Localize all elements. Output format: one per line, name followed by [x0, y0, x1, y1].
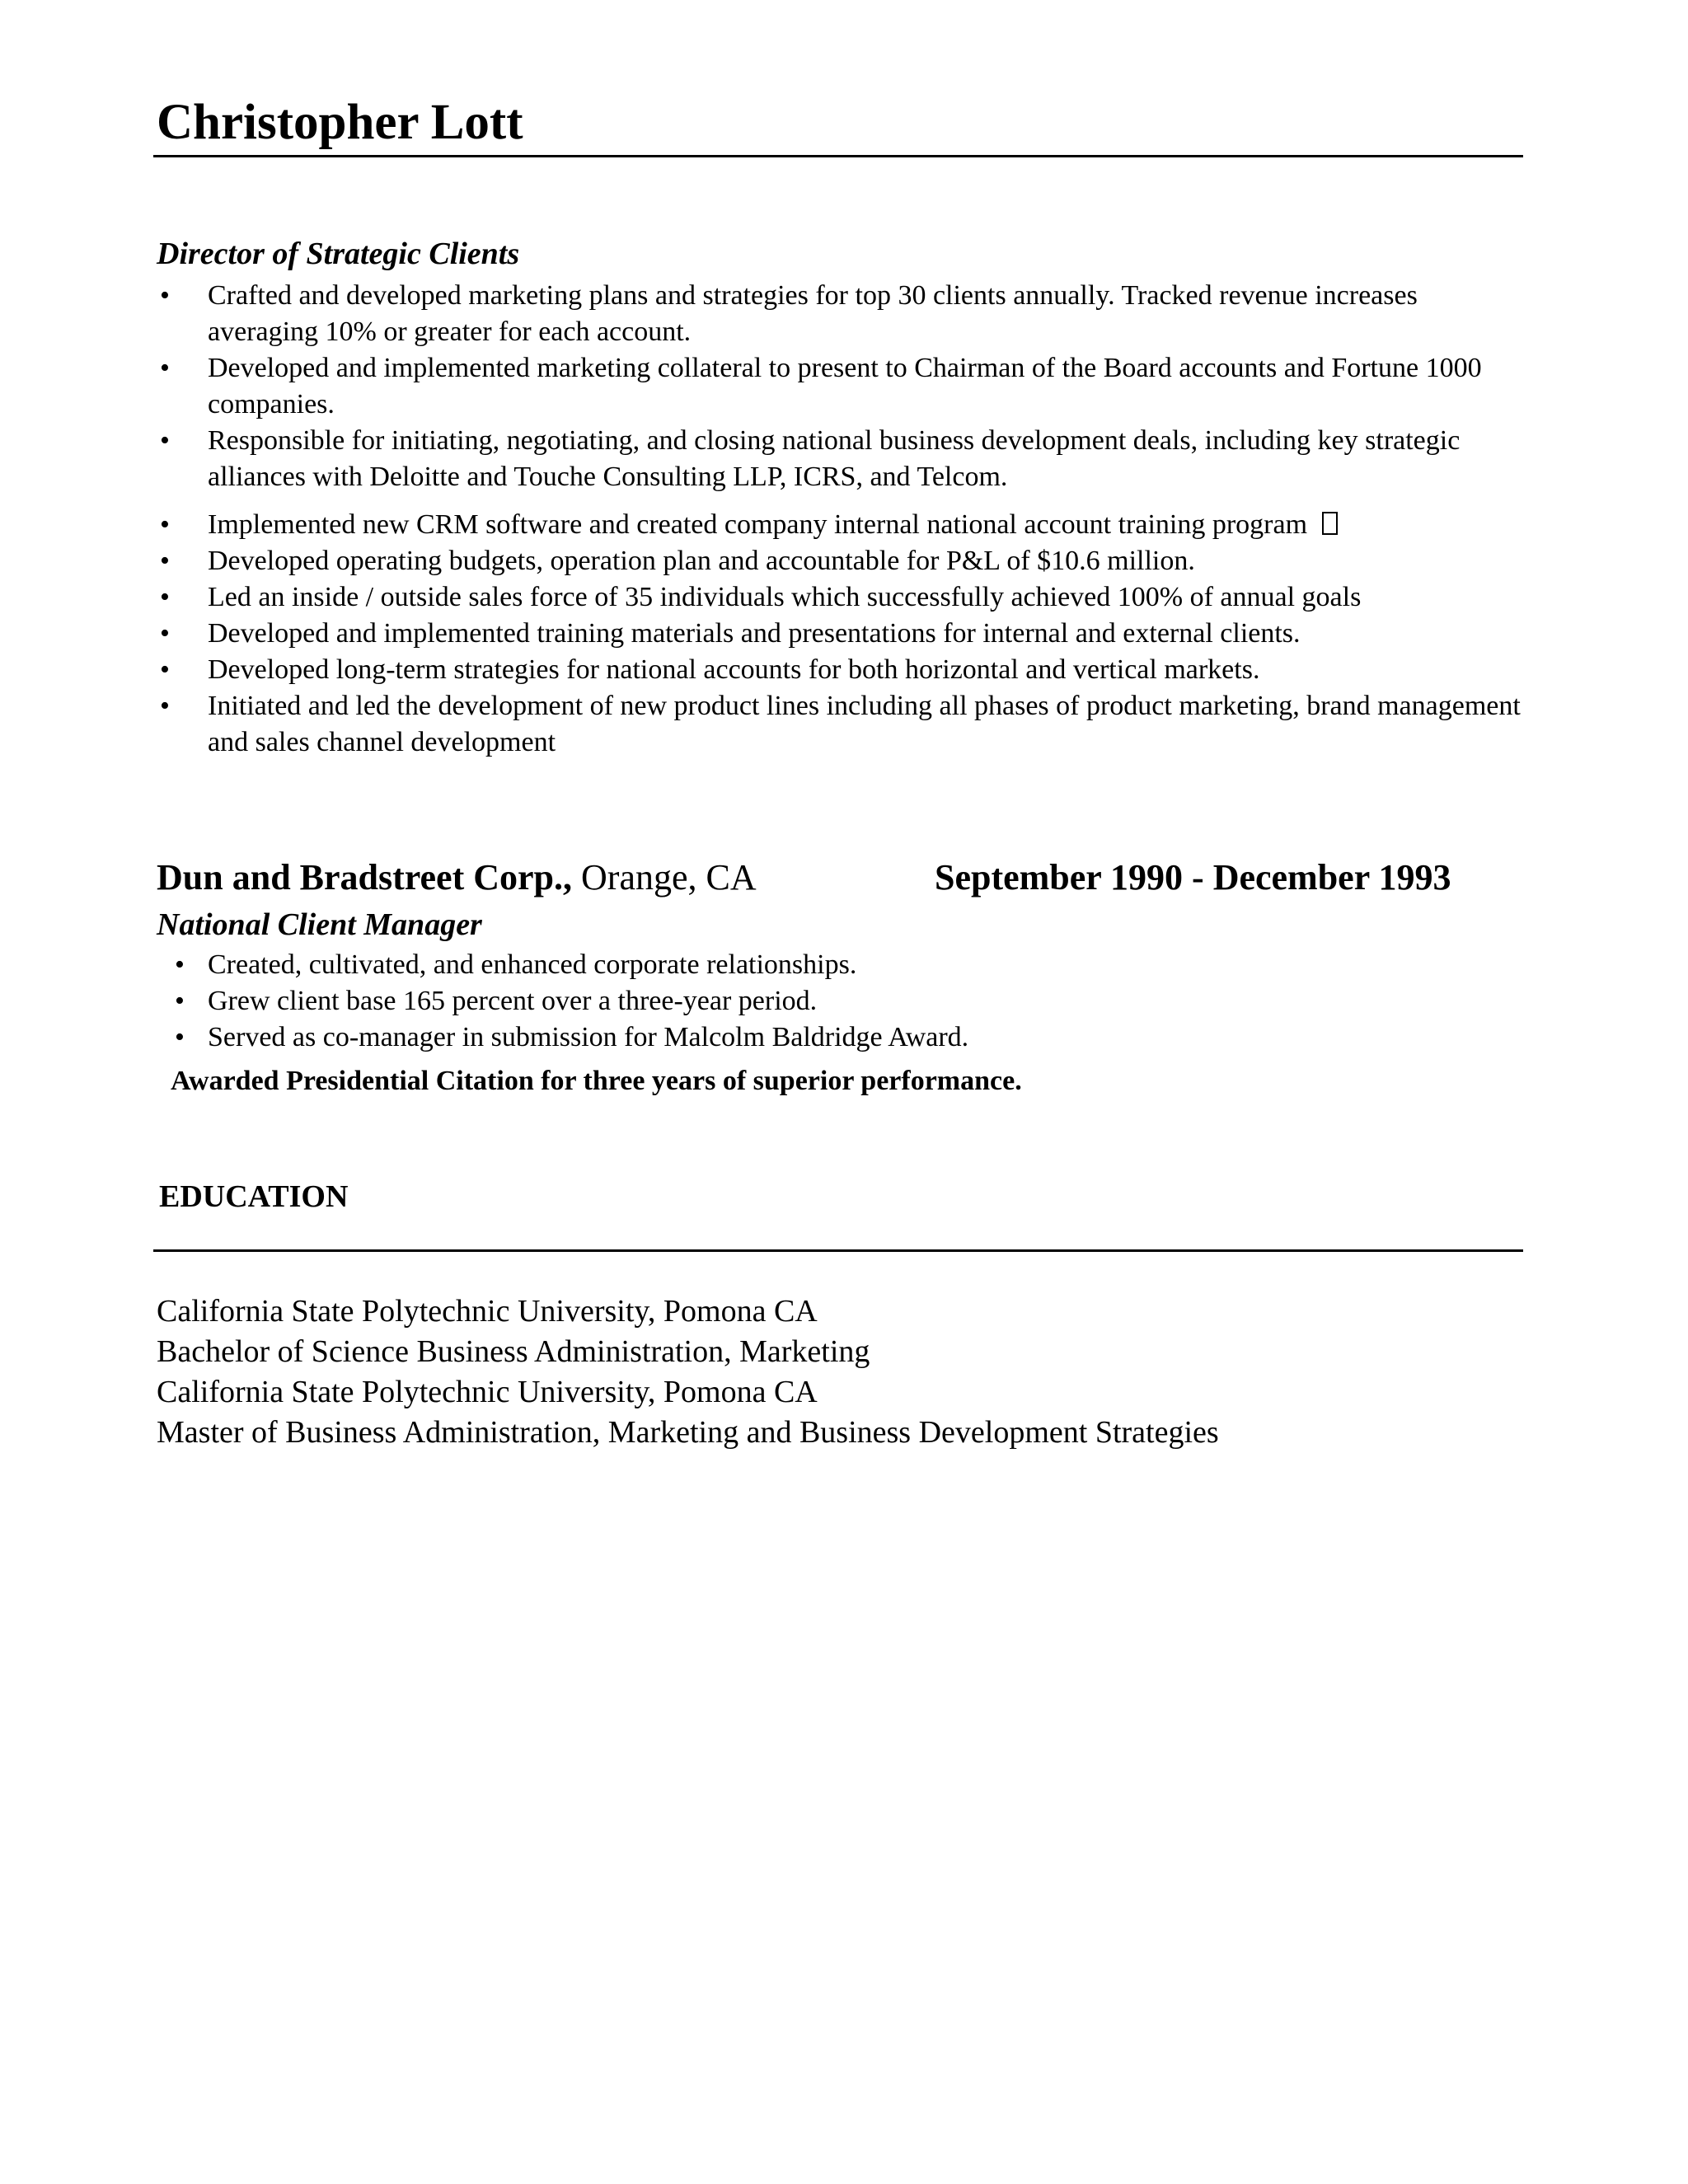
bullet-text: Responsible for initiating, negotiating, and closing national business development deals, including key strategic alliances with Deloitte and Touche Consulting LLP, ICRS, and Telcom. [208, 425, 1461, 492]
bullet-text: Initiated and led the development of new product lines including all phases of product marketing, brand management and sales channel development [208, 691, 1521, 757]
education-list [157, 1291, 1219, 1453]
manager-bullet-list [165, 947, 1319, 1056]
list-item [157, 350, 1525, 423]
bullet-text: Developed operating budgets, operation plan and accountable for P&L of $10.6 million. [208, 546, 1195, 576]
bullet-icon: • [160, 425, 170, 456]
bullet-text: Created, cultivated, and enhanced corporate relationships. [208, 949, 857, 980]
list-item [157, 543, 1525, 579]
employment-dates: September 1990 - December 1993 [935, 857, 1451, 898]
education-divider [153, 1249, 1523, 1252]
list-item [157, 579, 1525, 616]
bullet-icon: • [175, 949, 185, 980]
education-line: California State Polytechnic University, Pomona CA [157, 1375, 818, 1409]
bullet-text: Developed long-term strategies for national accounts for both horizontal and vertical markets. [208, 654, 1260, 685]
bullet-icon: • [160, 280, 170, 311]
bullet-text: Grew client base 165 percent over a three-year period. [208, 986, 818, 1016]
list-item [157, 688, 1525, 761]
job-title-director: Director of Strategic Clients [157, 237, 520, 271]
company-location: Orange, CA [581, 857, 757, 898]
bullet-text: Implemented new CRM software and created company internal national account training program [208, 509, 1308, 540]
list-item [157, 507, 1525, 543]
company-line [157, 857, 757, 898]
list-item [157, 423, 1525, 495]
bullet-text: Served as co-manager in submission for Malcolm Baldridge Award. [208, 1022, 969, 1052]
list-item [157, 278, 1525, 350]
company-name: Dun and Bradstreet Corp., [157, 857, 573, 898]
list-item [165, 1019, 1319, 1056]
education-line: Master of Business Administration, Marketing and Business Development Strategies [157, 1415, 1219, 1450]
education-heading: EDUCATION [159, 1179, 349, 1214]
education-line: California State Polytechnic University, Pomona CA [157, 1294, 818, 1329]
bullet-text: Developed and implemented training materials and presentations for internal and external clients. [208, 618, 1301, 649]
missing-glyph-box-icon [1322, 512, 1338, 535]
list-item [157, 652, 1525, 688]
resume-name: Christopher Lott [157, 95, 523, 150]
award-line: Awarded Presidential Citation for three years of superior performance. [171, 1066, 1022, 1096]
bullet-text: Crafted and developed marketing plans and strategies for top 30 clients annually. Tracked revenue increases averaging 10% or greater for each account. [208, 280, 1418, 347]
bullet-icon: • [160, 546, 170, 576]
bullet-icon: • [175, 1022, 185, 1052]
name-divider [153, 155, 1523, 157]
list-item [157, 616, 1525, 652]
list-item [165, 947, 1319, 983]
bullet-icon: • [160, 582, 170, 612]
list-item [165, 983, 1319, 1019]
job-title-national-client-manager: National Client Manager [157, 907, 482, 942]
bullet-icon: • [160, 691, 170, 721]
director-bullet-list [157, 278, 1525, 761]
bullet-icon: • [160, 509, 170, 540]
bullet-icon: • [175, 986, 185, 1016]
bullet-icon: • [160, 654, 170, 685]
bullet-icon: • [160, 618, 170, 649]
bullet-text: Developed and implemented marketing collateral to present to Chairman of the Board accounts and Fortune 1000 companies. [208, 353, 1482, 419]
bullet-text: Led an inside / outside sales force of 35 individuals which successfully achieved 100% of annual goals [208, 582, 1362, 612]
bullet-icon: • [160, 353, 170, 383]
education-line: Bachelor of Science Business Administration, Marketing [157, 1334, 870, 1369]
